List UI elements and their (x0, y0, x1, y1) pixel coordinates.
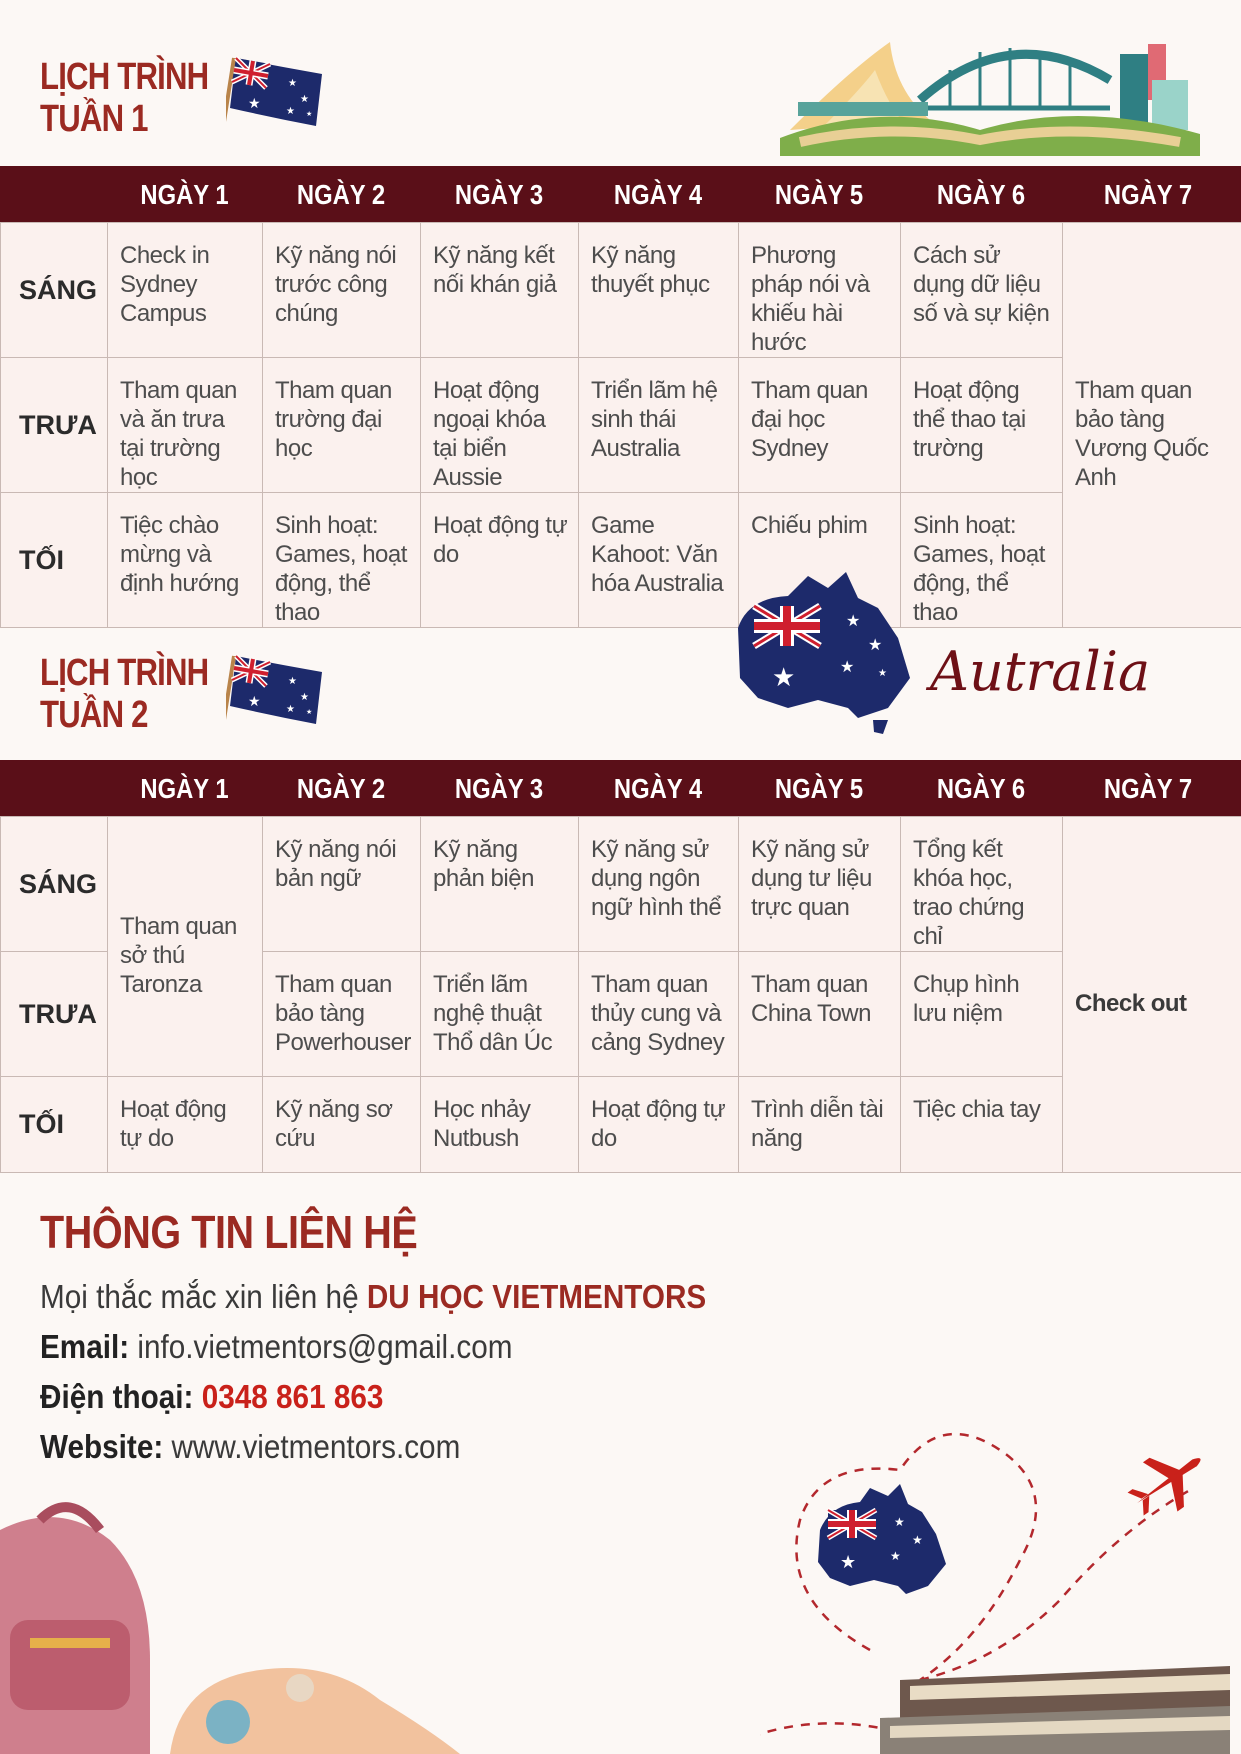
contact-intro-line (40, 1278, 706, 1316)
week2-day1-cell: Tham quan sở thú Taronza (108, 817, 263, 1077)
week2-day-4: NGÀY 4 (613, 773, 703, 804)
week2-cell: Tiệc chia tay (901, 1077, 1063, 1173)
week2-day-2: NGÀY 2 (296, 773, 386, 804)
week2-day-1: NGÀY 1 (140, 773, 229, 804)
week2-cell: Trình diễn tài năng (739, 1077, 901, 1173)
australia-map-flag-icon (728, 568, 918, 738)
svg-text:★: ★ (878, 668, 887, 679)
week2-cell: Chụp hình lưu niệm (901, 952, 1063, 1077)
week2-row-toi (1, 1077, 1241, 1173)
svg-text:★: ★ (306, 709, 313, 716)
row-label-sang: SÁNG (1, 223, 108, 358)
week1-day-2: NGÀY 2 (296, 179, 386, 210)
week1-cell: Hoạt động tự do (421, 493, 579, 628)
week1-cell: Hoạt động thể thao tại trường (901, 358, 1063, 493)
svg-text:★: ★ (300, 94, 309, 105)
row-label-toi: TỐI (1, 1077, 108, 1173)
week1-cell: Kỹ năng nói trước công chúng (263, 223, 421, 358)
week2-row-sang (1, 817, 1241, 952)
week2-day-5: NGÀY 5 (774, 773, 864, 804)
week1-day-3: NGÀY 3 (454, 179, 544, 210)
contact-intro: Mọi thắc mắc xin liên hệ (40, 1278, 359, 1315)
week1-cell: Sinh hoạt: Games, hoạt động, thể thao (263, 493, 421, 628)
week2-cell: Học nhảy Nutbush (421, 1077, 579, 1173)
svg-text:★: ★ (286, 704, 295, 715)
week2-cell: Kỹ năng nói bản ngữ (263, 817, 421, 952)
sydney-opera-house-illustration (780, 30, 1210, 160)
svg-text:★: ★ (846, 613, 861, 630)
contact-phone-line (40, 1378, 383, 1416)
week1-cell: Hoạt động ngoại khóa tại biển Aussie (421, 358, 579, 493)
books-illustration (880, 1666, 1230, 1754)
email-link[interactable]: info.vietmentors@gmail.com (137, 1328, 513, 1365)
week1-cell: Check in Sydney Campus (108, 223, 263, 358)
phone-link[interactable]: 0348 861 863 (201, 1378, 384, 1415)
backpack-illustration (0, 1500, 470, 1754)
contact-brand: DU HỌC VIETMENTORS (366, 1278, 707, 1315)
week1-cell: Tiệc chào mừng và định hướng (108, 493, 263, 628)
airplane-icon (1118, 1434, 1217, 1528)
week1-schedule-table (0, 222, 1241, 628)
row-label-trua: TRƯA (1, 358, 108, 493)
week1-cell: Chiếu phim (739, 493, 901, 628)
week1-cell: Cách sử dụng dữ liệu số và sự kiện (901, 223, 1063, 358)
week1-day7-cell: Tham quan bảo tàng Vương Quốc Anh (1063, 223, 1241, 628)
week2-title (40, 652, 208, 736)
week1-day-header (0, 166, 1241, 224)
week1-title (40, 56, 208, 140)
australia-flag-icon (226, 650, 346, 760)
travel-route-illustration (760, 1430, 1230, 1754)
week1-cell: Tham quan và ăn trưa tại trường học (108, 358, 263, 493)
svg-text:★: ★ (300, 692, 309, 703)
svg-text:★: ★ (890, 1549, 901, 1563)
week1-day-7: NGÀY 7 (1103, 179, 1193, 210)
week1-row-sang (1, 223, 1241, 358)
australia-map-icon (818, 1484, 946, 1594)
svg-text:★: ★ (286, 106, 295, 117)
week2-cell: Tham quan thủy cung và cảng Sydney (579, 952, 739, 1077)
row-label-sang: SÁNG (1, 817, 108, 952)
week2-day7-cell: Check out (1063, 817, 1241, 1173)
website-label: Website: (40, 1428, 164, 1465)
week1-cell: Game Kahoot: Văn hóa Australia (579, 493, 739, 628)
week1-cell: Phương pháp nói và khiếu hài hước (739, 223, 901, 358)
svg-text:★: ★ (248, 693, 261, 709)
email-label: Email: (40, 1328, 130, 1365)
week1-day-4: NGÀY 4 (613, 179, 703, 210)
svg-text:★: ★ (772, 662, 796, 692)
row-label-toi: TỐI (1, 493, 108, 628)
australia-flag-icon (226, 52, 346, 162)
week2-cell: Kỹ năng sử dụng ngôn ngữ hình thể (579, 817, 739, 952)
week1-cell: Tham quan đại học Sydney (739, 358, 901, 493)
week1-day-5: NGÀY 5 (774, 179, 864, 210)
phone-label: Điện thoại: (40, 1378, 194, 1415)
week1-day-6: NGÀY 6 (936, 179, 1026, 210)
week2-cell: Tham quan China Town (739, 952, 901, 1077)
svg-text:★: ★ (306, 111, 313, 118)
week1-cell: Kỹ năng thuyết phục (579, 223, 739, 358)
week1-row-trua (1, 358, 1241, 493)
week2-schedule-table (0, 816, 1241, 1173)
svg-text:★: ★ (912, 1533, 923, 1547)
website-link[interactable]: www.vietmentors.com (171, 1428, 461, 1465)
week1-day-1: NGÀY 1 (140, 179, 229, 210)
week2-cell: Triển lãm nghệ thuật Thổ dân Úc (421, 952, 579, 1077)
week2-day-header (0, 760, 1241, 818)
week1-row-toi (1, 493, 1241, 628)
week2-cell: Kỹ năng sử dụng tư liệu trực quan (739, 817, 901, 952)
week1-title-line1: LỊCH TRÌNH (40, 56, 209, 98)
row-label-trua: TRƯA (1, 952, 108, 1077)
week2-cell: Hoạt động tự do (579, 1077, 739, 1173)
contact-email-line (40, 1328, 513, 1366)
svg-text:★: ★ (288, 676, 297, 687)
svg-text:★: ★ (840, 1552, 857, 1572)
contact-title: THÔNG TIN LIÊN HỆ (40, 1206, 418, 1258)
week1-cell: Triển lãm hệ sinh thái Australia (579, 358, 739, 493)
svg-text:★: ★ (248, 95, 261, 111)
week2-title-line1: LỊCH TRÌNH (40, 652, 209, 694)
week2-day-7: NGÀY 7 (1103, 773, 1193, 804)
week2-cell: Kỹ năng sơ cứu (263, 1077, 421, 1173)
svg-text:★: ★ (840, 659, 855, 676)
week2-cell: Hoạt động tự do (108, 1077, 263, 1173)
week2-cell: Tham quan bảo tàng Powerhouser (263, 952, 421, 1077)
svg-text:★: ★ (894, 1515, 905, 1529)
week1-title-line2: TUẦN 1 (40, 98, 148, 140)
australia-script-text: Autralia (930, 640, 1151, 703)
svg-text:★: ★ (868, 637, 883, 654)
week1-cell: Tham quan trường đại học (263, 358, 421, 493)
week2-day-6: NGÀY 6 (936, 773, 1026, 804)
week2-cell: Kỹ năng phản biện (421, 817, 579, 952)
week2-cell: Tổng kết khóa học, trao chứng chỉ (901, 817, 1063, 952)
contact-website-line (40, 1428, 460, 1466)
week2-day-3: NGÀY 3 (454, 773, 544, 804)
week1-cell: Kỹ năng kết nối khán giả (421, 223, 579, 358)
svg-text:★: ★ (288, 78, 297, 89)
week1-cell: Sinh hoạt: Games, hoạt động, thể thao (901, 493, 1063, 628)
week2-title-line2: TUẦN 2 (40, 694, 148, 736)
